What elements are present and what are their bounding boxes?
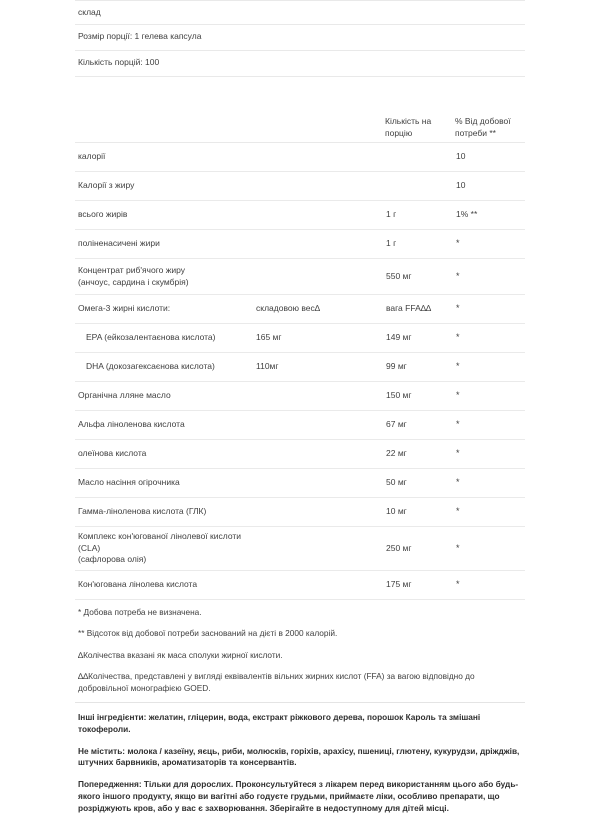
row-constituent-weight — [255, 411, 385, 440]
serving-info-block — [75, 0, 525, 77]
row-percent-daily-value: 1% ** — [456, 209, 478, 220]
row-nutrient-name: калорії — [78, 151, 106, 162]
table-header-row — [75, 77, 525, 143]
row-percent-daily-value: 10 — [456, 180, 466, 191]
row-nutrient-name: поліненасичені жири — [78, 238, 160, 249]
row-constituent-weight — [255, 469, 385, 498]
warning-text: Попередження: Тільки для дорослих. Проконсультуйтеся з лікарем перед використанням цього або будь-якого іншого продукту, якщо ви вагітні або годуєте грудьми, приймаєте ліки, особливо препарати, що розріджують кров, або у вас є захворювання. Зберігайте в недоступному для дітей місці. — [78, 779, 519, 813]
table-row — [75, 498, 525, 527]
row-nutrient-name: Альфа ліноленова кислота — [78, 419, 185, 430]
nutrition-facts-table — [75, 77, 525, 600]
row-constituent-weight — [255, 570, 385, 599]
table-row — [75, 259, 525, 295]
row-amount-per-serving — [385, 172, 455, 201]
row-percent-daily-value: * — [456, 332, 460, 343]
column-header-percent-daily-value: % Від добової потреби ** — [455, 116, 511, 138]
footnote-text: ∆Колічества вказані як маса сполуки жирної кислоти. — [78, 649, 283, 660]
serving-info-row-composition: склад — [75, 0, 525, 25]
table-row — [75, 469, 525, 498]
column-header-amount-per-serving: Кількість на порцію — [385, 116, 432, 138]
table-row — [75, 324, 525, 353]
row-constituent-weight: 110мг — [256, 361, 279, 372]
column-header-constituent — [255, 77, 385, 143]
row-percent-daily-value: * — [456, 448, 460, 459]
column-header-nutrient — [75, 77, 255, 143]
allergen-free-text: Не містить: молока / казеїну, яєць, риби, молюсків, горіхів, арахісу, пшениці, глютену, кукурудзи, дріжджів, штучних барвників, ароматизаторів та консервантів. — [78, 745, 520, 768]
row-constituent-weight — [255, 143, 385, 172]
row-percent-daily-value: * — [456, 270, 460, 281]
row-amount-per-serving: 149 мг — [386, 332, 412, 343]
nutrition-table-body — [75, 143, 525, 600]
table-row — [75, 353, 525, 382]
row-amount-per-serving: 150 мг — [386, 390, 412, 401]
row-percent-daily-value: * — [456, 578, 460, 589]
row-amount-per-serving: 1 г — [386, 209, 397, 220]
table-row — [75, 411, 525, 440]
table-row — [75, 382, 525, 411]
row-amount-per-serving — [385, 143, 455, 172]
serving-info-row-serving-size: Розмір порції: 1 гелева капсула — [75, 25, 525, 51]
row-percent-daily-value: * — [456, 303, 460, 314]
row-nutrient-name: Комплекс кон'югованої лінолевої кислоти (CLA) (сафлорова олія) — [78, 531, 241, 564]
footnotes-block — [75, 607, 525, 695]
table-row — [75, 143, 525, 172]
row-nutrient-name: Гамма-ліноленова кислота (ГЛК) — [78, 506, 207, 517]
table-row — [75, 440, 525, 469]
footnote-text: ∆∆Колічества, представлені у вигляді еквівалентів вільних жирних кислот (FFA) за вагою відповідно до добровільної монографією GOED. — [78, 671, 475, 693]
row-constituent-weight: 165 мг — [256, 332, 282, 343]
row-percent-daily-value: * — [456, 238, 460, 249]
row-percent-daily-value: * — [456, 542, 460, 553]
footnote-text: ** Відсоток від добової потреби заснований на дієті в 2000 калорій. — [78, 628, 338, 638]
row-amount-per-serving: 50 мг — [386, 477, 407, 488]
row-amount-per-serving: вага FFA∆∆ — [386, 303, 432, 314]
row-constituent-weight — [255, 382, 385, 411]
row-constituent-weight — [255, 498, 385, 527]
row-amount-per-serving: 10 мг — [386, 506, 407, 517]
row-nutrient-name: Органічна лляне масло — [78, 390, 171, 401]
table-row — [75, 570, 525, 599]
row-nutrient-name: Концентрат риб'ячого жиру (анчоус, сардина і скумбрія) — [78, 265, 189, 287]
footnote-text: * Добова потреба не визначена. — [78, 606, 202, 617]
other-ingredients-text: Інші інгредієнти: желатин, гліцерин, вода, екстракт ріжкового дерева, порошок Кароль та змішані токофероли. — [78, 712, 481, 734]
row-amount-per-serving: 99 мг — [386, 361, 407, 372]
row-percent-daily-value: * — [456, 477, 460, 488]
table-row — [75, 527, 525, 571]
row-nutrient-name: всього жирів — [78, 209, 128, 220]
row-nutrient-name: Омега-3 жирні кислоти: — [78, 303, 171, 314]
row-constituent-weight — [255, 230, 385, 259]
row-amount-per-serving: 1 г — [386, 238, 397, 249]
supplement-facts-panel — [75, 0, 525, 815]
row-nutrient-name: EPA (ейкозалентаєнова кислота) — [86, 332, 216, 343]
row-amount-per-serving: 550 мг — [386, 270, 412, 281]
row-nutrient-name: DHA (докозагексаєнова кислота) — [86, 361, 215, 372]
table-row — [75, 295, 525, 324]
row-nutrient-name: олеїнова кислота — [78, 448, 147, 459]
row-percent-daily-value: 10 — [456, 151, 466, 162]
row-percent-daily-value: * — [456, 419, 460, 430]
serving-info-row-servings-per-container: Кількість порцій: 100 — [75, 51, 525, 77]
additional-info-block — [75, 712, 525, 815]
table-row — [75, 172, 525, 201]
row-nutrient-name: Кон'югована лінолева кислота — [78, 578, 198, 589]
row-nutrient-name: Масло насіння огірочника — [78, 477, 180, 488]
row-constituent-weight: складовою вес∆ — [256, 303, 320, 314]
row-constituent-weight — [255, 259, 385, 295]
row-amount-per-serving: 175 мг — [386, 578, 412, 589]
row-amount-per-serving: 22 мг — [386, 448, 407, 459]
row-amount-per-serving: 250 мг — [386, 542, 412, 553]
row-percent-daily-value: * — [456, 390, 460, 401]
row-constituent-weight — [255, 172, 385, 201]
table-row — [75, 201, 525, 230]
section-divider — [75, 702, 525, 703]
row-constituent-weight — [255, 440, 385, 469]
table-row — [75, 230, 525, 259]
row-nutrient-name: Калорії з жиру — [78, 180, 135, 191]
row-percent-daily-value: * — [456, 361, 460, 372]
row-constituent-weight — [255, 527, 385, 571]
row-amount-per-serving: 67 мг — [386, 419, 407, 430]
row-percent-daily-value: * — [456, 506, 460, 517]
row-constituent-weight — [255, 201, 385, 230]
